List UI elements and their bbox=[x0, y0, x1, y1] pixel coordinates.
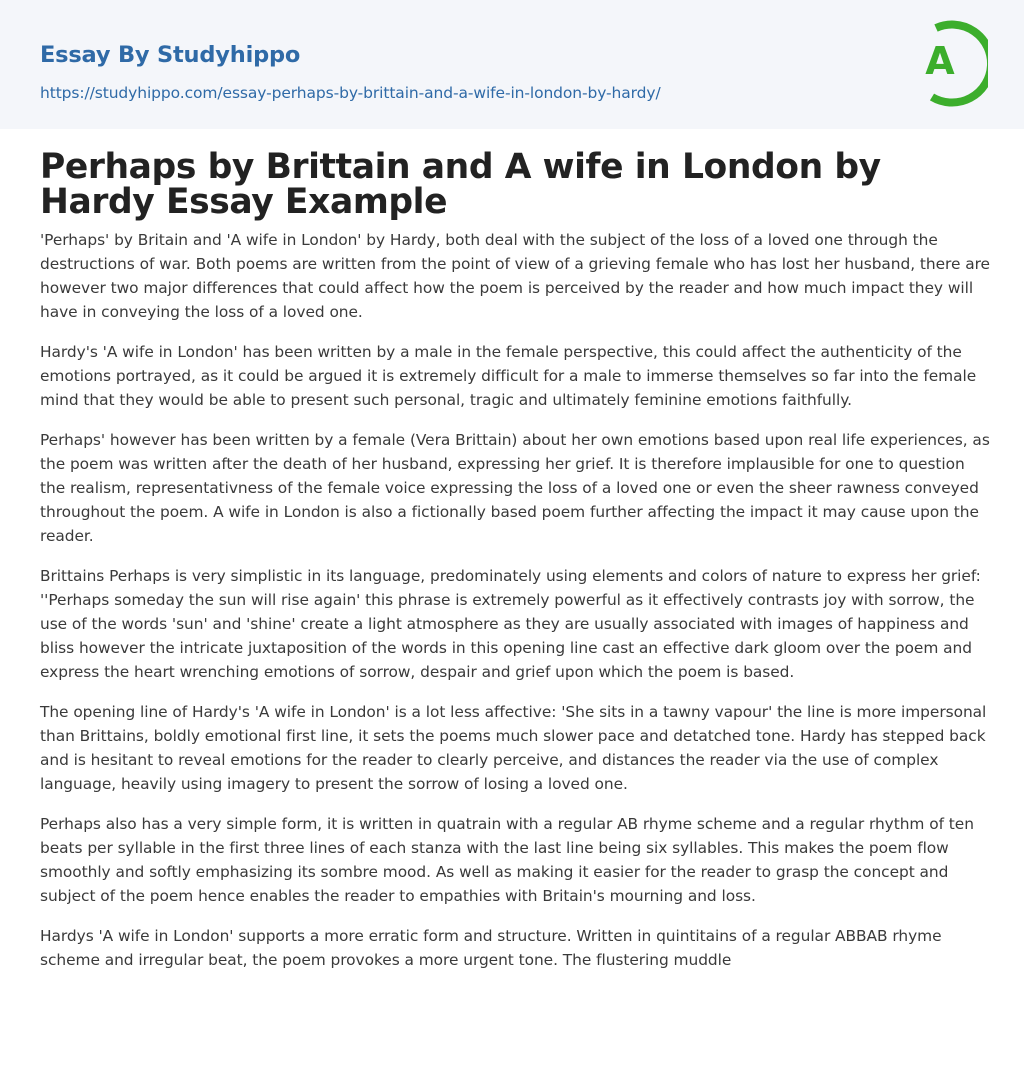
source-url-link[interactable]: https://studyhippo.com/essay-perhaps-by-brittain-and-a-wife-in-london-by-hardy/ bbox=[40, 84, 661, 102]
logo-letter: A bbox=[925, 39, 955, 83]
paragraph: Perhaps also has a very simple form, it is written in quatrain with a regular AB rhyme scheme and a regular rhythm of ten beats per syllable in the first three lines of each stanza with the last line being six syllables. This makes the poem flow smoothly and softly emphasizing its sombre mood. As well as making it easier for the reader to grasp the concept and subject of the poem hence enables the reader to empathies with Britain's mourning and loss. bbox=[40, 815, 974, 905]
paragraph: The opening line of Hardy's 'A wife in London' is a lot less affective: 'She sits in a tawny vapour' the line is more impersonal than Brittains, boldly emotional first line, it sets the poems much slower pace and detatched tone. Hardy has stepped back and is hesitant to reveal emotions for the reader to clearly perceive, and distances the reader via the use of complex language, heavily using imagery to present the sorrow of losing a loved one. bbox=[40, 703, 987, 793]
paragraph: Perhaps' however has been written by a female (Vera Brittain) about her own emotions based upon real life experiences, as the poem was written after the death of her husband, expressing her grief. It is therefore implausible for one to question the realism, representativness of the female voice expressing the loss of a loved one or even the sheer rawness conveyed throughout the poem. A wife in London is also a fictionally based poem further affecting the impact it may cause upon the reader. bbox=[40, 431, 990, 545]
article-body bbox=[40, 228, 990, 988]
site-brand[interactable]: Essay By Studyhippo bbox=[40, 42, 301, 68]
page-title: Perhaps by Brittain and A wife in London by Hardy Essay Example bbox=[40, 147, 881, 222]
paragraph: Hardy's 'A wife in London' has been written by a male in the female perspective, this could affect the authenticity of the emotions portrayed, as it could be argued it is extremely difficult for a male to immerse themselves so far into the female mind that they would be able to present such personal, tragic and ultimately feminine emotions faithfully. bbox=[40, 343, 977, 409]
paragraph: Brittains Perhaps is very simplistic in its language, predominately using elements and colors of nature to express her grief: ''Perhaps someday the sun will rise again' this phrase is extremely powerful as it effectively contrasts joy with sorrow, the use of the words 'sun' and 'shine' create a light atmosphere as they are usually associated with images of happiness and bliss however the intricate juxtaposition of the words in this opening line cast an effective dark gloom over the poem and express the heart wrenching emotions of sorrow, despair and grief upon which the poem is based. bbox=[40, 567, 981, 681]
paragraph: 'Perhaps' by Britain and 'A wife in London' by Hardy, both deal with the subject of the loss of a loved one through the destructions of war. Both poems are written from the point of view of a grieving female who has lost her husband, there are however two major differences that could affect how the poem is perceived by the reader and how much impact they will have in conveying the loss of a loved one. bbox=[40, 231, 990, 321]
paragraph: Hardys 'A wife in London' supports a more erratic form and structure. Written in quintitains of a regular ABBAB rhyme scheme and irregular beat, the poem provokes a more urgent tone. The flustering muddle bbox=[40, 927, 942, 969]
